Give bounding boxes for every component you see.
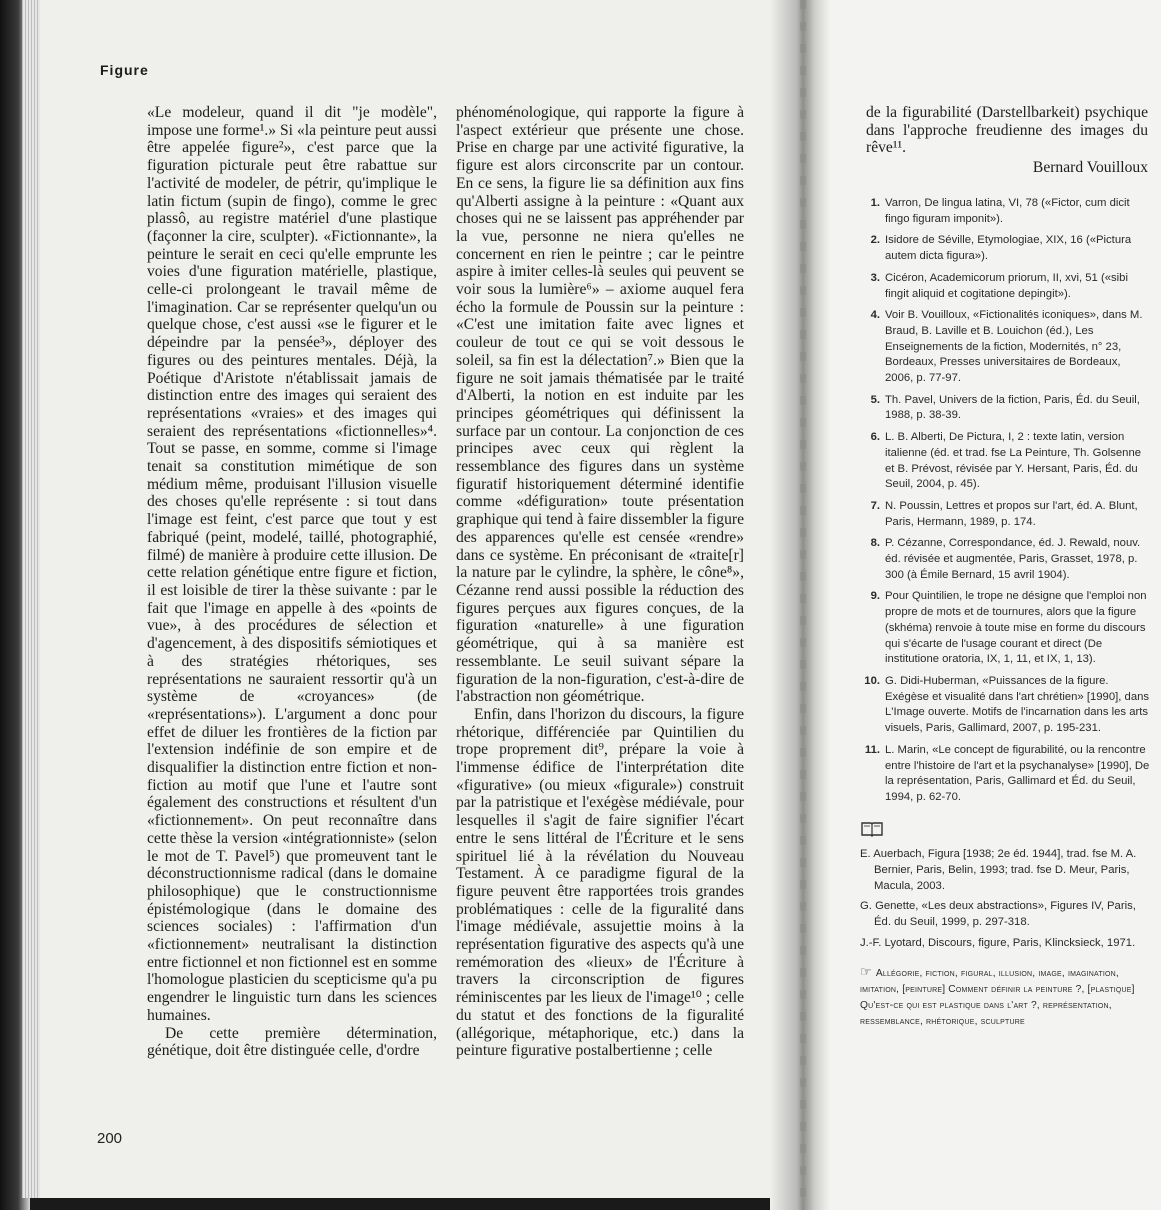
footnote-text: Cicéron, Academicorum priorum, II, xvi, 51 («sibi fingit aliquid et cogitatione depingit»). <box>885 271 1128 300</box>
footnote-text: Pour Quintilien, le trope ne désigne que l'emploi non propre de mots et de tournures, alors que la figure (skhéma) renvoie à toute mise en forme du discours qui s'écarte de l'usage courant et direct (De institutione oratoria, IX, 1, 11, et IX, 1, 13). <box>885 590 1147 666</box>
bibliography-item <box>860 847 1150 894</box>
footnote-number: 8. <box>870 537 880 550</box>
bibliography-item <box>860 899 1150 930</box>
bibliography-text: J.-F. Lyotard, Discours, figure, Paris, Klincksieck, 1971. <box>860 936 1136 949</box>
footnotes <box>860 196 1150 1030</box>
footnote-number: 3. <box>870 271 880 284</box>
footnote-item <box>860 536 1150 583</box>
footnote-text: L. B. Alberti, De Pictura, I, 2 : texte latin, version italienne (éd. et trad. fse La Peinture, Th. Golsenne et B. Prévost, révisée par Y. Hersant, Paris, Éd. du Seuil, 2004, p. 45). <box>885 431 1142 491</box>
footnote-item <box>860 308 1150 387</box>
paragraph: de la figurabilité (Darstellbarkeit) psychique dans l'approche freudienne des images du rêve¹¹. <box>866 104 1148 157</box>
footnote-number: 5. <box>870 393 880 406</box>
page-edges <box>22 0 40 1198</box>
bibliography-item <box>860 936 1150 952</box>
footnote-item <box>860 499 1150 530</box>
footnote-item <box>860 196 1150 227</box>
footnote-number: 4. <box>870 309 880 322</box>
author-signature: Bernard Vouilloux <box>1032 159 1148 177</box>
book-icon <box>860 820 884 838</box>
footnote-text: L. Marin, «Le concept de figurabilité, ou la rencontre entre l'histoire de l'art et la psychanalyse» [1990], De la représentation, Paris, Gallimard et Éd. du Seuil, 1994, p. 62-70. <box>885 743 1150 803</box>
bibliography-text: G. Genette, «Les deux abstractions», Figures IV, Paris, Éd. du Seuil, 1999, p. 297-318. <box>860 900 1136 929</box>
footnote-number: 6. <box>870 431 880 444</box>
see-also <box>860 964 1150 1030</box>
footnote-item <box>860 674 1150 737</box>
bibliography-text: E. Auerbach, Figura [1938; 2e éd. 1944], trad. fse M. A. Bernier, Paris, Belin, 1993; trad. fse D. Meur, Paris, Macula, 2003. <box>860 848 1137 892</box>
running-head: Figure <box>100 62 149 78</box>
footnote-number: 11. <box>864 743 880 756</box>
footnote-item <box>860 271 1150 302</box>
see-also-text: Allégorie, fiction, figural, illusion, image, imagination, imitation, [peinture] Comment définir la peinture ?, [plastique] Qu'est-ce qui est plastique dans l'art ?, représentation, ressemblance, rhétorique, sculpture <box>860 967 1135 1027</box>
footnote-text: Varron, De lingua latina, VI, 78 («Fictor, cum dicit fingo figuram imponit»). <box>885 197 1130 225</box>
footnote-number: 1. <box>870 197 880 209</box>
page-number: 200 <box>97 1130 123 1147</box>
footnote-item <box>860 589 1150 668</box>
text-column-2 <box>456 104 744 1060</box>
footnote-number: 9. <box>870 590 880 603</box>
paragraph: De cette première détermination, génétique, doit être distinguée celle, d'ordre <box>147 1024 437 1060</box>
paragraph: «Le modeleur, quand il dit "je modèle", impose une forme¹.» Si «la peinture peut aussi être appelée figure²», c'est parce que la figuration picturale peut être rabattue sur l'activité de modeler, de pétrir, qu'implique le latin fictum (supin de fingo), comme le grec plassô, au registre matériel d'une plastique (façonner la cire, sculpter). «Fictionnante», la peinture le serait en ceci qu'elle emprunte les voies d'une figuration matérielle, plastique, celle-ci prolongeant le travail même de l'imagination. Car se représenter quelqu'un ou quelque chose, c'est aussi «se le figurer et le dépeindre par la pensée³», déployer des figures ou des peintures mentales. Déjà, la Poétique d'Aristote n'établissait jamais de distinction entre des images qui seraient des représentations «vraies» et des images qui seraient des représentations «fictionnelles»⁴. Tout se passe, en somme, comme si l'image tenait sa constitution mimétique de son médium même, produisant l'illusion visuelle des choses qu'elle représente : si tout dans l'image est feint, c'est parce que tout y est fabriqué (peint, modelé, taillé, photographié, filmé) de manière à produire cette illusion. De cette relation génétique entre figure et fiction, il est loisible de tirer la thèse suivante : par le fait que l'image en appelle à des «points de vue», à des procédures de sélection et d'agencement, à des dispositifs sémiotiques et à des stratégies rhétoriques, ses représentations ne sauraient ressortir qu'à un système de «croyances» (de «représentations»). L'argument a donc pour effet de diluer les frontières de la fiction par l'extension indéfinie de son empire et de disqualifier la distinction entre fiction et non-fiction au motif que l'une et l'autre sont également des constructions et résultent d'un «fictionnement». On peut reconnaître dans cette thèse la version «intégrationniste» (selon le mot de T. Pavel⁵) que promeuvent tant le déconstructionnisme radical (dans le domaine philosophique) que le constructionnisme épistémologique (dans le domaine des sciences sociales) : l'affirmation d'un «fictionnement» neutralisant la distinction entre fictionnel et non fictionnel est en somme l'homologue plasticien du scepticisme qu'a pu engendrer le linguistic turn dans les sciences humaines. <box>147 104 437 1024</box>
bibliography <box>860 847 1150 951</box>
footnote-item <box>860 430 1150 493</box>
paragraph: phénoménologique, qui rapporte la figure à l'aspect extérieur que présente une chose. Prise en charge par une activité figurative, la figure est alors circonscrite par un contour. En ce sens, la figure lie sa définition aux fins qu'Alberti assigne à la peinture : «Quant aux choses qui ne se laissent pas appréhender par la vue, personne ne niera qu'elles ne concernent en rien le peintre ; car le peintre aspire à imiter celles-là seules qui peuvent se voir sous la lumière⁶» – axiome auquel fera écho la formule de Poussin sur la peinture : «C'est une imitation faite avec lignes et couleur de tout ce qui se voit dessous le soleil, sa fin est la délectation⁷.» Bien que la figure ne soit jamais thématisée par le traité d'Alberti, la notion en est induite par les principes géométriques qui définissent la surface par un contour. La conjonction de ces principes avec ceux qui règlent la ressemblance des figures dans un système figuratif historiquement déterminé identifie comme «défiguration» toute présentation graphique qui tend à faire dissembler la figure des apparences qu'elle est censée «rendre» dans ce système. En préconisant de «traite[r] la nature par le cylindre, la sphère, le cône⁸», Cézanne rend aussi possible la réduction des figures perçues aux figures conçues, de la figuration «naturelle» à une figuration géométrique, qui à sa manière est ressemblante. Le seuil suivant sépare la figuration de la non-figuration, c'est-à-dire de l'abstraction non géométrique. <box>456 104 744 706</box>
footnote-number: 2. <box>870 234 880 247</box>
footnote-number: 10. <box>864 674 880 687</box>
pointing-hand-icon: ☞ <box>860 963 872 979</box>
footnote-text: N. Poussin, Lettres et propos sur l'art, éd. A. Blunt, Paris, Hermann, 1989, p. 174. <box>885 499 1138 528</box>
footnote-number: 7. <box>870 499 880 512</box>
footnote-list <box>860 196 1150 806</box>
paragraph: Enfin, dans l'horizon du discours, la figure rhétorique, différenciée par Quintilien du trope proprement dit⁹, prépare la voie à l'immense édifice de l'interprétation dite «figurative» (ou mieux «figurale») construit par la patristique et l'exégèse médiévale, pour lesquelles il s'agit de faire signifier l'écart entre le sens littéral de l'Écriture et le sens spirituel lié à la révélation du Nouveau Testament. À ce paradigme figural de la figure peuvent être rapportées trois grandes problématiques : celle de la figuralité dans l'image médiévale, assujettie moins à la représentation figurative des aspects qu'à une remémoration des «lieux» de l'Écriture à travers la circonscription de figures réminiscentes par les lieux de l'image¹⁰ ; celle du statut et des fonctions de la figuralité (allégorique, métaphorique, etc.) dans la peinture figurative postalbertienne ; celle <box>456 705 744 1060</box>
text-column-3 <box>866 104 1148 177</box>
footnote-item <box>860 393 1150 424</box>
text-column-1 <box>147 104 437 1060</box>
binding-stitch <box>800 0 806 1210</box>
footnote-item <box>860 233 1150 264</box>
footnote-text: Isidore de Séville, Etymologiae, XIX, 16 («Pictura autem dicta figura»). <box>885 234 1132 263</box>
footnote-text: G. Didi-Huberman, «Puissances de la figure. Exégèse et visualité dans l'art chrétien» [1990], dans L'Image ouverte. Motifs de l'incarnation dans les arts visuels, Paris, Gallimard, 2007, p. 195-231. <box>885 674 1150 735</box>
footnote-text: Th. Pavel, Univers de la fiction, Paris, Éd. du Seuil, 1988, p. 38-39. <box>885 393 1140 422</box>
footnote-text: Voir B. Vouilloux, «Fictionalités iconiques», dans M. Braud, B. Laville et B. Louichon (éd.), Les Enseignements de la fiction, Modernités, n° 23, Bordeaux, Presses universitaires de Bordeaux, 2006, p. 77-97. <box>885 309 1143 385</box>
footnote-item <box>860 743 1150 806</box>
footnote-text: P. Cézanne, Correspondance, éd. J. Rewald, nouv. éd. révisée et augmentée, Paris, Grasset, 1978, p. 300 (à Émile Bernard, 15 avril 1904). <box>885 537 1141 581</box>
